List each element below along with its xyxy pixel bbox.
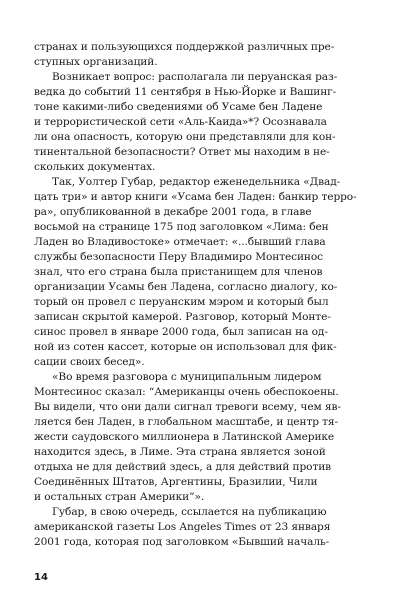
text-line: цать три» и автор книги «Усама бен Ладен: банкир терро- — [34, 191, 357, 203]
paragraph-start-line: Губар, в свою очередь, ссылается на публикацию — [52, 506, 327, 518]
page-number: 14 — [34, 572, 48, 583]
paragraph-start-line: Возникает вопрос: располагала ли перуанская раз- — [52, 71, 338, 83]
text-line: скольких документах. — [34, 161, 156, 173]
text-line: ведка до событий 11 сентября в Нью-Йорке и Вашинг- — [34, 86, 337, 98]
text-line: отдыха не для действий здесь, а для действий против — [34, 461, 332, 473]
text-line: и остальных стран Америки”». — [34, 491, 205, 503]
text-line: записан скрытой камерой. Разговор, который Монте- — [34, 311, 331, 323]
text-line: ступных организаций. — [34, 56, 158, 68]
text-line: ной из сотен кассет, которые он использовал для фик- — [34, 341, 337, 353]
text-line: ли она опасность, которую они представляли для кон- — [34, 131, 336, 143]
text-line: торый он провел с перуанским мэром и который был — [34, 296, 329, 308]
text-line: синос провел в январе 2000 года, был записан на од- — [34, 326, 328, 338]
paragraph-start-line: «Во время разговора с муниципальным лидером — [52, 371, 322, 383]
text-line: 2001 года, которая под заголовком «Бывший началь- — [34, 536, 330, 548]
text-line: службы безопасности Перу Владимиро Монтесинос — [34, 251, 324, 263]
text-line: Соединённых Штатов, Аргентины, Бразилии, Чили — [34, 476, 318, 488]
paragraph-start-line: Так, Уолтер Губар, редактор еженедельника «Двад- — [52, 176, 341, 188]
text-line: ляется бен Ладен, в глобальном масштабе, и центр тя- — [34, 416, 338, 428]
text-line: восьмой на странице 175 под заголовком «Лима: бен — [34, 221, 329, 233]
text-line: странах и пользующихся поддержкой различных пре- — [34, 41, 335, 53]
body-text — [34, 40, 364, 550]
text-line: Ладен во Владивостоке» отмечает: «...бывший глава — [34, 236, 326, 248]
text-line: Монтесинос сказал: “Американцы очень обеспокоены. — [34, 386, 339, 398]
text-line: ра», опубликованной в декабре 2001 года, в главе — [34, 206, 312, 218]
text-line: организации Усамы бен Ладена, согласно диалогу, ко- — [34, 281, 338, 293]
text-line: жести саудовского миллионера в Латинской Америке — [34, 431, 335, 443]
text-line: находится здесь, в Лиме. Эта страна является зоной — [34, 446, 326, 458]
text-line: Вы видели, что они дали сигнал тревоги всему, чем яв- — [34, 401, 341, 413]
text-line: тоне какими-либо сведениями об Усаме бен Ладене — [34, 101, 323, 113]
text-line: американской газеты Los Angeles Times от 23 января — [34, 521, 331, 533]
text-line: тинентальной безопасности? Ответ мы находим в не- — [34, 146, 330, 158]
text-line: сации своих бесед». — [34, 356, 145, 368]
text-line: и террористической сети «Аль-Каида»*? Осознавала — [34, 116, 327, 128]
text-line: знал, что его страна была пристанищем для членов — [34, 266, 323, 278]
